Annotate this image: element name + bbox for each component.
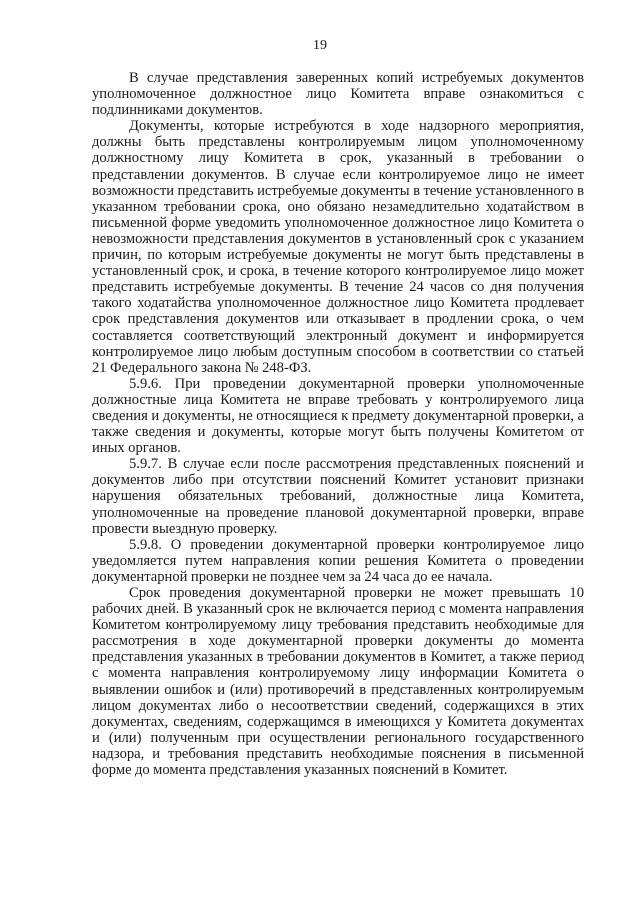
paragraph-certified-copies: В случае представления заверенных копий истребуемых документов уполномоченное должностное лицо Комитета вправе ознакомиться с подлинниками документов.	[92, 70, 584, 119]
paragraph-document-request-deadline: Документы, которые истребуются в ходе надзорного мероприятия, должны быть представлены контролируемым лицом уполномоченному должностному лицу Комитета в срок, указанный в требовании о представлении документов. В случае если контролируемое лицо не имеет возможности представить истребуемые документы в течение установленного в указанном требовании срока, оно обязано незамедлительно ходатайством в письменной форме уведомить уполномоченное должностное лицо Комитета о невозможности представления документов в установленный срок с указанием причин, по которым истребуемые документы не могут быть представлены в установленный срок, и срока, в течение которого контролируемое лицо может представить истребуемые документы. В течение 24 часов со дня получения такого ходатайства уполномоченное должностное лицо Комитета продлевает срок представления документов или отказывает в продлении срока, о чем составляется соответствующий электронный документ и информируется контролируемое лицо любым доступным способом в соответствии со статьей 21 Федерального закона № 248-ФЗ.	[92, 118, 584, 376]
paragraph-5-9-6: 5.9.6. При проведении документарной проверки уполномоченные должностные лица Комитета не вправе требовать у контролируемого лица сведения и документы, не относящиеся к предмету документарной проверки, а также сведения и документы, которые могут быть получены Комитетом от иных органов.	[92, 375, 584, 457]
page-number: 19	[313, 38, 327, 53]
paragraph-5-9-8: 5.9.8. О проведении документарной проверки контролируемое лицо уведомляется путем направления копии решения Комитета о проведении документарной проверки не позднее чем за 24 часа до ее начала.	[92, 536, 584, 585]
document-body	[92, 70, 584, 778]
paragraph-inspection-duration: Срок проведения документарной проверки не может превышать 10 рабочих дней. В указанный срок не включается период с момента направления Комитетом контролируемому лицу требования представить необходимые для рассмотрения в ходе документарной проверки документы до момента представления указанных в требовании документов в Комитет, а также период с момента направления контролируемому лицу информации Комитета о выявлении ошибок и (или) противоречий в представленных контролируемым лицом документах либо о несоответствии сведений, содержащихся в этих документах, сведениям, содержащимся в имеющихся у Комитета документах и (или) полученным при осуществлении регионального государственного надзора, и требования представить необходимые пояснения в письменной форме до момента представления указанных пояснений в Комитет.	[92, 585, 584, 779]
paragraph-5-9-7: 5.9.7. В случае если после рассмотрения представленных пояснений и документов либо при отсутствии пояснений Комитет установит признаки нарушения обязательных требований, должностные лица Комитета, уполномоченные на проведение плановой документарной проверки, вправе провести выездную проверку.	[92, 456, 584, 537]
